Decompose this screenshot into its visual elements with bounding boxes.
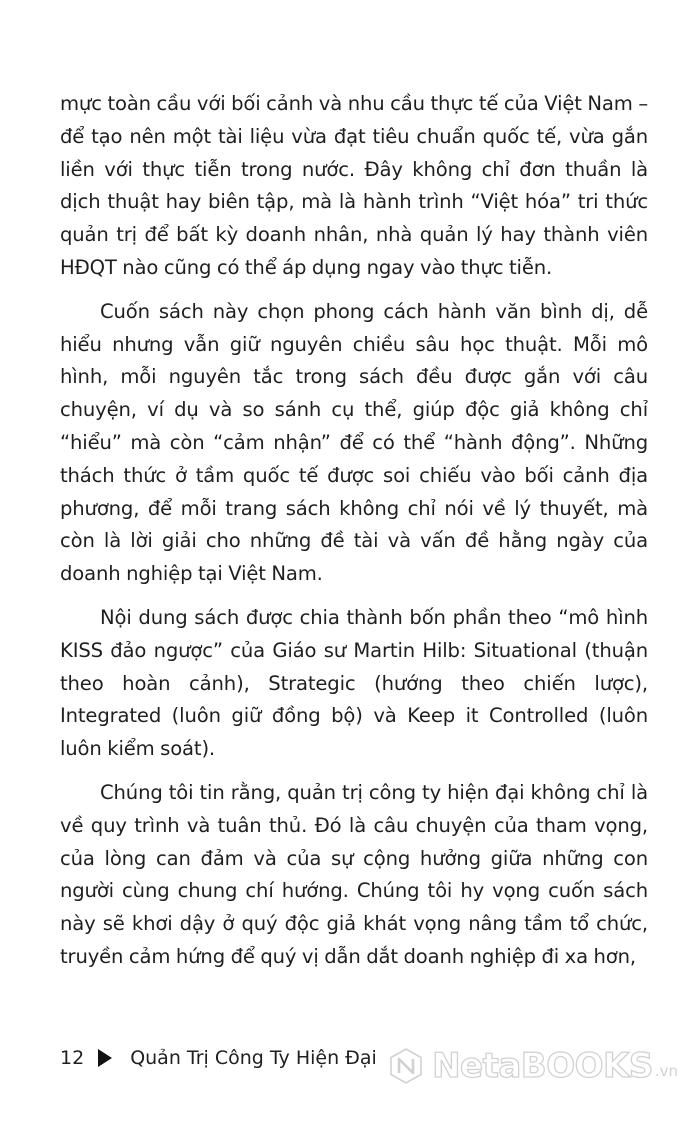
watermark-suffix: .vn — [654, 1062, 678, 1080]
netabooks-logo-icon — [386, 1046, 426, 1086]
paragraph-2: Cuốn sách này chọn phong cách hành văn bình dị, dễ hiểu nhưng vẫn giữ nguyên chiều sâu học thuật. Mỗi mô hình, mỗi nguyên tắc trong sách đều được gắn với câu chuyện, ví dụ và so sánh cụ thể, giúp độc giả không chỉ “hiểu” mà còn “cảm nhận” để có thể “hành động”. Những thách thức ở tầm quốc tế được soi chiếu vào bối cảnh địa phương, để mỗi trang sách không chỉ nói về lý thuyết, mà còn là lời giải cho những đề tài và vấn đề hằng ngày của doanh nghiệp tại Việt Nam. — [60, 299, 648, 586]
running-book-title: Quản Trị Công Ty Hiện Đại — [130, 1047, 377, 1069]
paragraph-3: Nội dung sách được chia thành bốn phần theo “mô hình KISS đảo ngược” của Giáo sư Martin Hilb: Situational (thuận theo hoàn cảnh), Strategic (hướng theo chiến lược), Integrated (luôn giữ đồng bộ) và Keep it Controlled (luôn luôn kiểm soát). — [60, 605, 648, 761]
page-footer — [60, 1040, 377, 1076]
triangle-right-icon — [98, 1049, 112, 1067]
page-body — [60, 88, 648, 985]
page-number: 12 — [60, 1047, 85, 1069]
paragraph-4: Chúng tôi tin rằng, quản trị công ty hiện đại không chỉ là về quy trình và tuân thủ. Đó là câu chuyện của tham vọng, của lòng can đảm và của sự cộng hưởng giữa những con người cùng chung chí hướng. Chúng tôi hy vọng cuốn sách này sẽ khơi dậy ở quý độc giả khát vọng nâng tầm tổ chức, truyền cảm hứng để quý vị dẫn dắt doanh nghiệp đi xa hơn, — [60, 780, 648, 968]
paragraph-1: mực toàn cầu với bối cảnh và nhu cầu thực tế của Việt Nam – để tạo nên một tài liệu vừa đạt tiêu chuẩn quốc tế, vừa gắn liền với thực tiễn trong nước. Đây không chỉ đơn thuần là dịch thuật hay biên tập, mà là hành trình “Việt hóa” tri thức quản trị để bất kỳ doanh nhân, nhà quản lý hay thành viên HĐQT nào cũng có thể áp dụng ngay vào thực tiễn. — [60, 92, 648, 279]
watermark-text: NetaBOOKS — [432, 1046, 653, 1086]
netabooks-watermark — [386, 1046, 678, 1086]
